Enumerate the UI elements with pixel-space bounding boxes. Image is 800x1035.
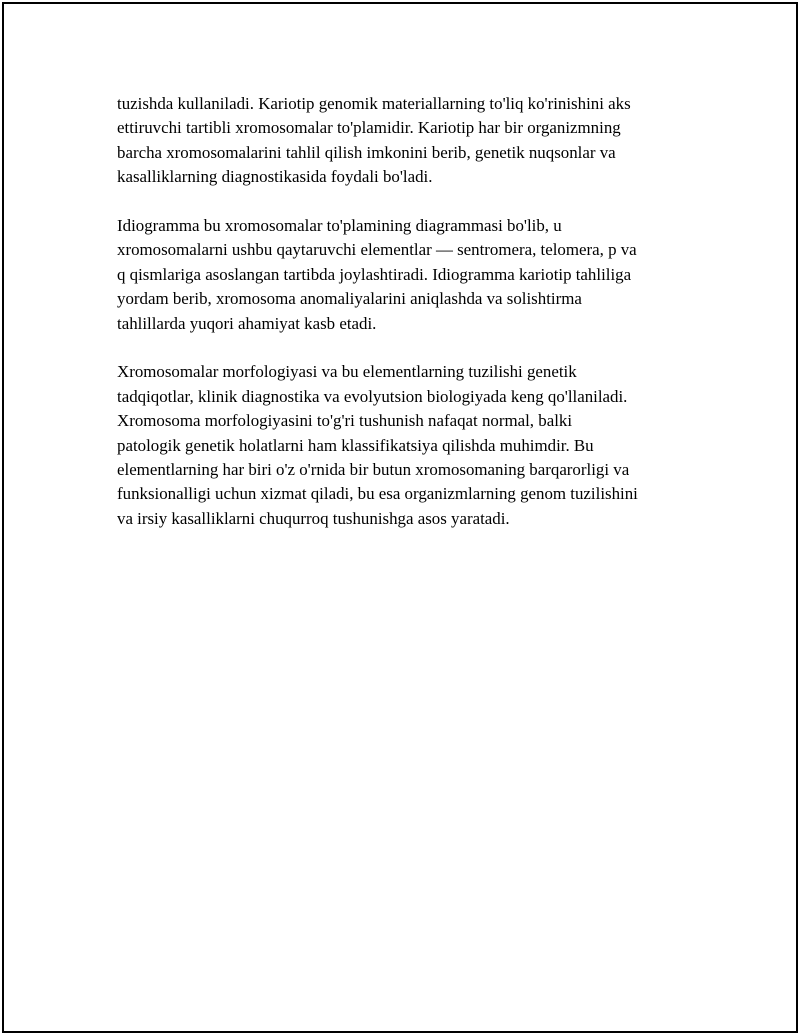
paragraph-3 — [117, 360, 717, 531]
paragraph-2 — [117, 214, 717, 336]
text-line: elementlarning har biri o'z o'rnida bir butun xromosomaning barqarorligi va — [117, 460, 630, 480]
paragraph-1 — [117, 92, 717, 190]
text-line: kasalliklarning diagnostikasida foydali bo'ladi. — [117, 167, 433, 187]
text-line: barcha xromosomalarini tahlil qilish imkonini berib, genetik nuqsonlar va — [117, 142, 616, 162]
text-line: va irsiy kasalliklarni chuqurroq tushunishga asos yaratadi. — [117, 508, 510, 528]
text-line: funksionalligi uchun xizmat qiladi, bu esa organizmlarning genom tuzilishini — [117, 484, 638, 504]
text-line: ettiruvchi tartibli xromosomalar to'plamidir. Kariotip har bir organizmning — [117, 118, 621, 138]
text-line: xromosomalarni ushbu qaytaruvchi elementlar — sentromera, telomera, p va — [117, 240, 637, 260]
text-line: patologik genetik holatlarni ham klassifikatsiya qilishda muhimdir. Bu — [117, 435, 594, 455]
text-line: q qismlariga asoslangan tartibda joylashtiradi. Idiogramma kariotip tahliliga — [117, 264, 632, 284]
text-line: tadqiqotlar, klinik diagnostika va evolyutsion biologiyada keng qo'llaniladi. — [117, 386, 628, 406]
text-line: Xromosomalar morfologiyasi va bu elementlarning tuzilishi genetik — [117, 362, 577, 382]
text-line: tahlillarda yuqori ahamiyat kasb etadi. — [117, 313, 377, 333]
document-body — [117, 92, 717, 556]
text-line: tuzishda kullaniladi. Kariotip genomik materiallarning to'liq ko'rinishini aks — [117, 94, 631, 113]
text-line: Xromosoma morfologiyasini to'g'ri tushunish nafaqat normal, balki — [117, 411, 573, 431]
text-line: yordam berib, xromosoma anomaliyalarini aniqlashda va solishtirma — [117, 289, 582, 309]
text-line: Idiogramma bu xromosomalar to'plamining diagrammasi bo'lib, u — [117, 216, 562, 236]
